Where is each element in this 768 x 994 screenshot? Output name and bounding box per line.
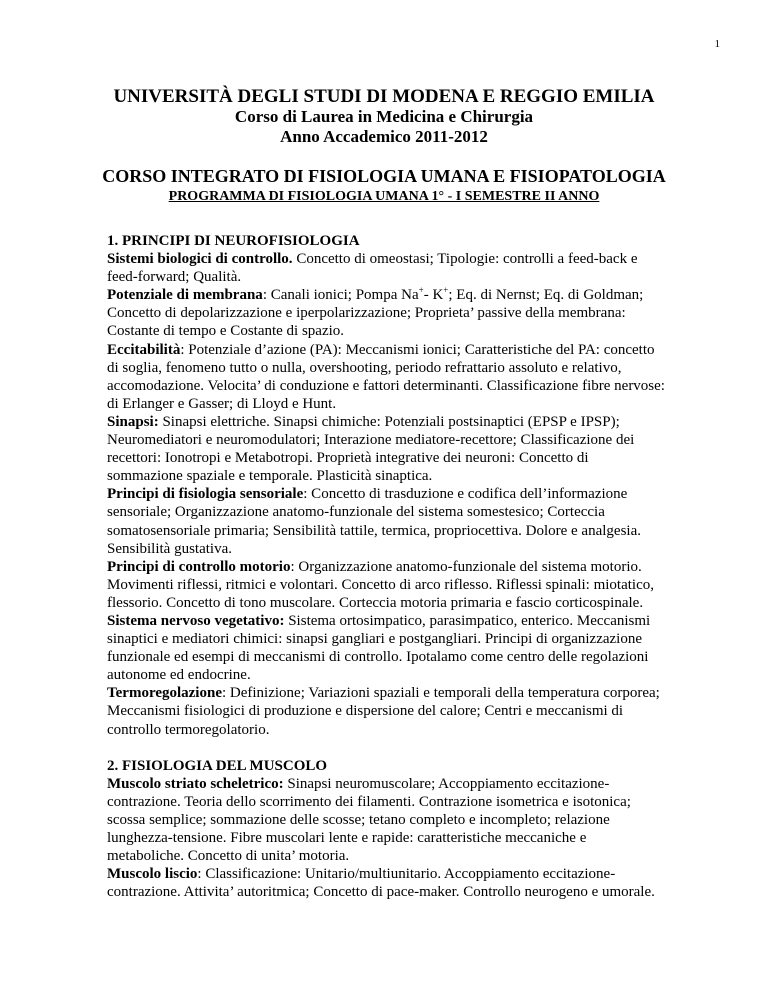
university-name: UNIVERSITÀ DEGLI STUDI DI MODENA E REGGIO EMILIA	[113, 86, 655, 107]
topic-label: Sistema nervoso vegetativo:	[107, 612, 285, 629]
topic-label: Eccitabilità	[107, 341, 181, 358]
section-heading: 1. PRINCIPI DI NEUROFISIOLOGIA	[107, 233, 360, 249]
topic-label: Sinapsi:	[107, 413, 159, 430]
section-spacer	[107, 739, 665, 757]
topic-paragraph	[107, 558, 665, 612]
topic-paragraph	[107, 286, 665, 340]
program-title: PROGRAMMA DI FISIOLOGIA UMANA 1° - I SEMESTRE II ANNO	[168, 189, 600, 204]
section-neurofisiologia	[107, 232, 665, 739]
topic-paragraph	[107, 865, 665, 901]
section-heading: 2. FISIOLOGIA DEL MUSCOLO	[107, 757, 328, 774]
topic-text: : Classificazione: Unitario/multiunitario. Accoppiamento eccitazione-contrazione. Attivita’ autoritmica; Concetto di pace-maker. Controllo neurogeno e umorale.	[107, 866, 655, 901]
topic-paragraph	[107, 250, 665, 286]
topic-text: : Concetto di trasduzione e codifica dell’informazione sensoriale; Organizzazione anatomo-funzionale del sistema somestesico; Corteccia somatosensoriale primaria; Sensibilità tattile, termica, propriocettiva. Dolore e analgesia. Sensibilità gustativa.	[107, 486, 641, 557]
section-muscolo	[107, 757, 665, 902]
topic-text: Sistema ortosimpatico, parasimpatico, enterico. Meccanismi sinaptici e mediatori chimici: sinapsi gangliari e postgangliari. Principi di organizzazione funzionale ed esempi di meccanismi di controllo. Ipotalamo come centro delle regolazioni autonome ed endocrine.	[107, 612, 651, 684]
topic-label: Potenziale di membrana	[107, 287, 263, 304]
topic-text: Sinapsi neuromuscolare; Accoppiamento eccitazione-contrazione. Teoria dello scorrimento dei filamenti. Contrazione isometrica e isotonica; scossa semplice; sommazione delle scosse; tetano completo e incompleto; relazione lunghezza-tensione. Fibre muscolari lente e rapide: caratteristiche meccaniche e metaboliche. Concetto di unita’ motoria.	[107, 775, 631, 865]
program-content	[107, 232, 665, 901]
degree-course: Corso di Laurea in Medicina e Chirurgia	[234, 107, 534, 126]
topic-paragraph	[107, 775, 665, 865]
topic-text: - K	[423, 287, 444, 304]
academic-year: Anno Accademico 2011-2012	[280, 127, 488, 146]
topic-paragraph	[107, 413, 665, 485]
superscript-plus: +	[418, 285, 424, 296]
topic-label: Muscolo liscio	[107, 866, 198, 883]
topic-text: : Potenziale d’azione (PA): Meccanismi ionici; Caratteristiche del PA: concetto di soglia, fenomeno tutto o nulla, overshooting, periodo refrattario assoluto e relativo, accomodazione. Velocita’ di conduzione e fattori determinanti. Classificazione fibre nervose: di Erlanger e Gasser; di Lloyd e Hunt.	[107, 341, 665, 412]
topic-paragraph	[107, 612, 665, 684]
topic-text: : Organizzazione anatomo-funzionale del sistema motorio. Movimenti riflessi, ritmici e volontari. Concetto di arco riflesso. Riflessi spinali: miotatico, flessorio. Concetto di tono muscolare. Corteccia motoria primaria e fascio corticospinale.	[107, 558, 654, 611]
topic-label: Muscolo striato scheletrico:	[107, 775, 284, 792]
superscript-plus: +	[443, 285, 449, 296]
topic-text: Sinapsi elettriche. Sinapsi chimiche: Potenziali postsinaptici (EPSP e IPSP); Neuromediatori e neuromodulatori; Interazione mediatore-recettore; Classificazione dei recettori: Ionotropi e Metabotropi. Proprietà integrative dei neuroni: Concetto di sommazione spaziale e temporale. Plasticità sinaptica.	[107, 413, 635, 485]
page-number: 1	[714, 38, 720, 50]
topic-paragraph	[107, 684, 665, 738]
topic-label: Sistemi biologici di controllo.	[107, 251, 293, 268]
topic-label: Principi di controllo motorio	[107, 558, 291, 575]
document-header	[0, 86, 768, 147]
topic-text: ; Eq. di Nernst; Eq. di Goldman; Concetto di depolarizzazione e iperpolarizzazione; Proprieta’ passive della membrana: Costante di tempo e Costante di spazio.	[107, 287, 644, 340]
topic-paragraph	[107, 485, 665, 557]
topic-text: : Canali ionici; Pompa Na	[262, 287, 419, 304]
course-title: CORSO INTEGRATO DI FISIOLOGIA UMANA E FISIOPATOLOGIA	[102, 166, 666, 186]
topic-paragraph	[107, 341, 665, 413]
topic-label: Principi di fisiologia sensoriale	[107, 486, 304, 503]
topic-text: : Definizione; Variazioni spaziali e temporali della temperatura corporea; Meccanismi fisiologici di produzione e dispersione del calore; Centri e meccanismi di controllo termoregolatorio.	[107, 685, 660, 738]
topic-text: Concetto di omeostasi; Tipologie: controlli a feed-back e feed-forward; Qualità.	[107, 251, 638, 286]
topic-label: Termoregolazione	[107, 685, 222, 702]
